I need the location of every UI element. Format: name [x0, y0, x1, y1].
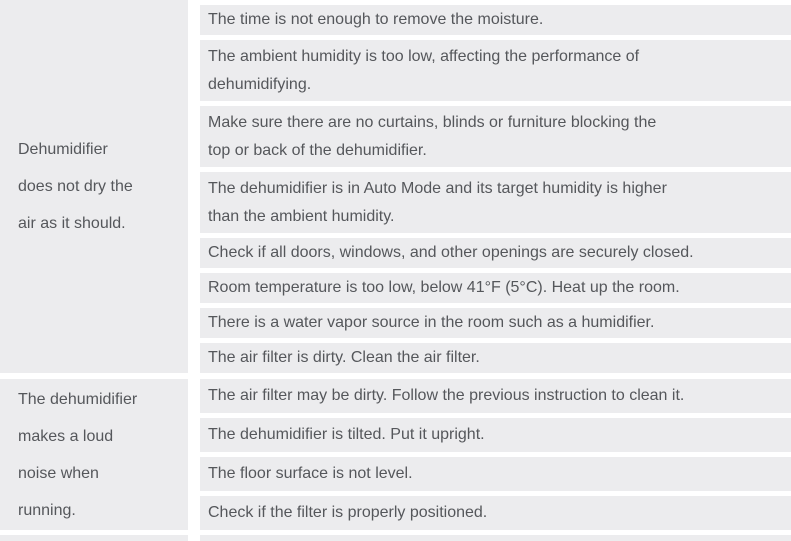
cause-row	[200, 5, 791, 35]
cause-row	[200, 40, 791, 101]
cause-row	[200, 496, 791, 530]
cause-text: dehumidifying.	[208, 75, 312, 93]
cause-text: The dehumidifier is tilted. Put it upright.	[208, 426, 485, 443]
cause-row	[200, 457, 791, 491]
cause-text: There is a water vapor source in the room such as a humidifier.	[208, 314, 655, 331]
cause-text: The time is not enough to remove the moisture.	[208, 11, 544, 28]
cause-row	[200, 106, 791, 167]
cause-text: The ambient humidity is too low, affecting the performance of	[208, 47, 640, 65]
problem-line: does not dry the	[18, 178, 133, 195]
cause-text: The air filter is dirty. Clean the air filter.	[208, 349, 480, 366]
problem-cell	[0, 0, 188, 373]
cause-row	[200, 343, 791, 373]
cause-row	[200, 273, 791, 303]
cause-text: top or back of the dehumidifier.	[208, 141, 427, 159]
cause-row	[200, 418, 791, 452]
cause-row	[200, 379, 791, 413]
column-gap	[188, 0, 200, 373]
problem-text	[18, 131, 133, 242]
cause-row	[200, 308, 791, 338]
problem-line: The dehumidifier	[18, 390, 138, 408]
problem-cell	[0, 379, 188, 530]
cause-text: The air filter may be dirty. Follow the previous instruction to clean it.	[208, 387, 685, 404]
cause-text: than the ambient humidity.	[208, 207, 395, 225]
cause-text: Room temperature is too low, below 41°F (5°C). Heat up the room.	[208, 279, 680, 296]
problem-line: air as it should.	[18, 215, 126, 232]
problem-section-noise	[0, 379, 791, 530]
problem-line: makes a loud	[18, 427, 114, 445]
cause-row	[200, 238, 791, 268]
cause-text: Make sure there are no curtains, blinds or furniture blocking the	[208, 113, 657, 131]
causes-column	[200, 379, 791, 530]
cause-text: Check if all doors, windows, and other openings are securely closed.	[208, 244, 694, 261]
problem-line: noise when	[18, 464, 99, 482]
problem-text	[18, 381, 137, 529]
cause-text: Check if the filter is properly positioned.	[208, 504, 488, 521]
partial-next-row	[0, 535, 791, 541]
problem-line: running.	[18, 501, 76, 519]
causes-column	[200, 0, 791, 373]
cause-text: The floor surface is not level.	[208, 465, 413, 482]
column-gap	[188, 535, 200, 541]
partial-problem-cell	[0, 535, 188, 541]
cause-row	[200, 172, 791, 233]
partial-cause-cell	[200, 535, 791, 541]
column-gap	[188, 379, 200, 530]
cause-text: The dehumidifier is in Auto Mode and its target humidity is higher	[208, 179, 667, 197]
problem-line: Dehumidifier	[18, 141, 108, 158]
